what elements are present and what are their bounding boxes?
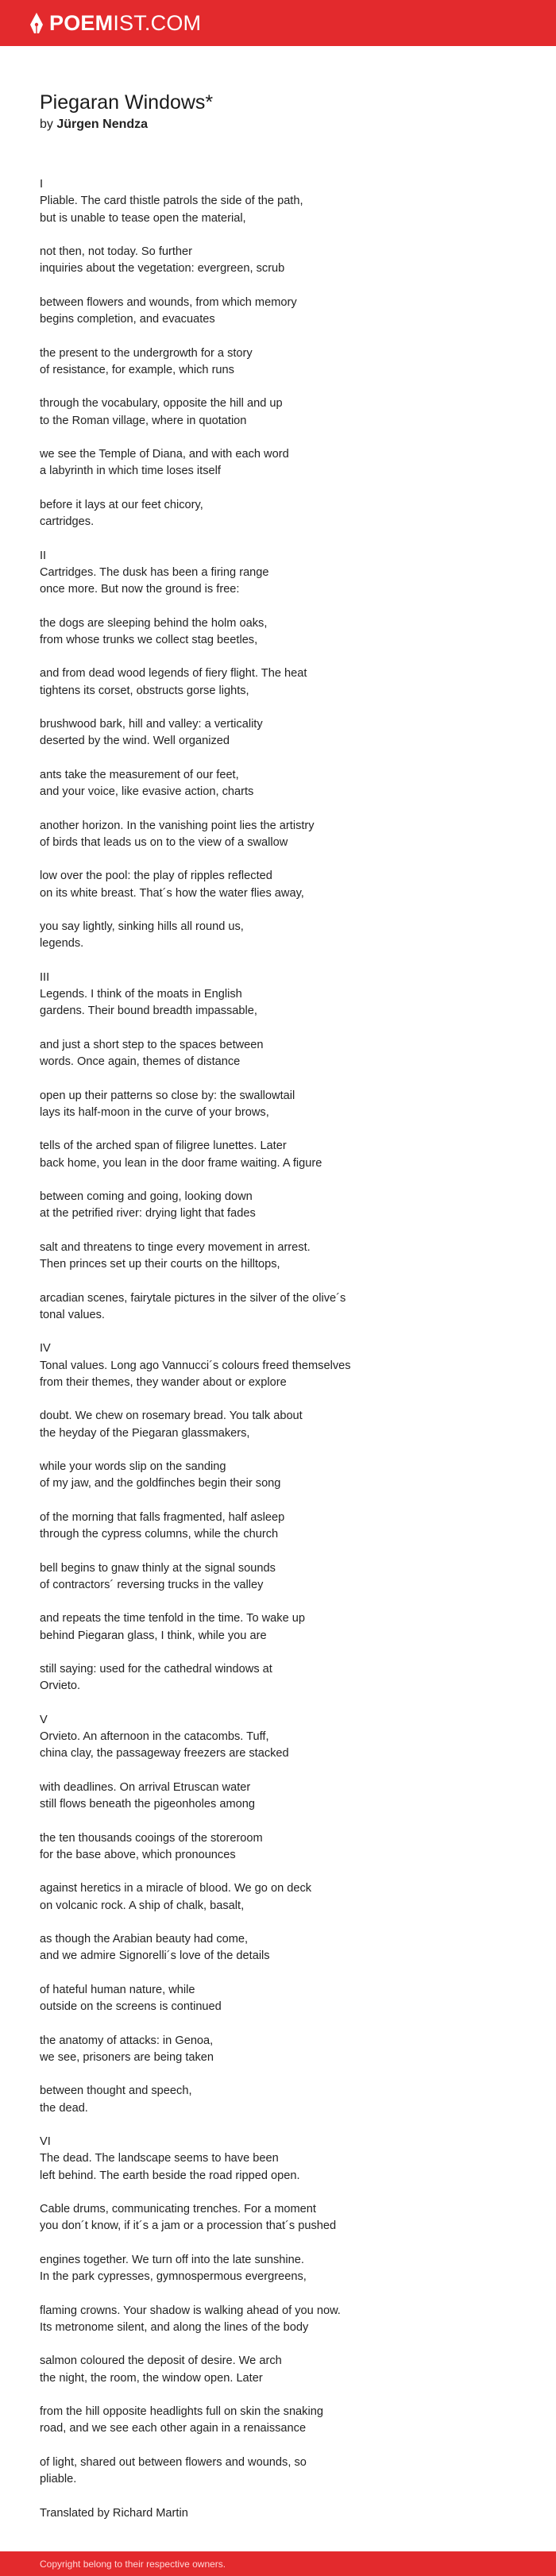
stanza-spacer [40,1273,516,1290]
poem-line: inquiries about the vegetation: evergreen, scrub [40,262,285,276]
stanza [40,2353,516,2387]
poem-line: the ten thousands cooings of the storeroom [40,1831,263,1845]
poem-line: tonal values. [40,1308,105,1321]
stanza-spacer [40,2066,516,2083]
poem-line: low over the pool: the play of ripples reflected [40,870,272,883]
poem-line: between thought and speech, [40,2084,192,2098]
poem-line: between flowers and wounds, from which memory [40,295,297,309]
stanza [40,868,516,902]
stanza [40,176,516,227]
stanza-spacer [40,851,516,868]
pen-nib-icon [29,12,44,34]
poem-line: before it lays at our feet chicory, [40,498,203,511]
poem-line: while your words slip on the sanding [40,1460,226,1473]
stanza-spacer [40,1543,516,1560]
poem-line: Orvieto. [40,1679,81,1693]
stanza-spacer [40,1695,516,1712]
poem-line: china clay, the passageway freezers are stacked [40,1747,289,1760]
poem-line: and from dead wood legends of fiery flight. The heat [40,667,307,681]
poem-line: and we admire Signorelli´s love of the details [40,1949,270,1963]
poem-line: left behind. The earth beside the road ripped open. [40,2169,300,2182]
poem-line: you don´t know, if it´s a jam or a procession that´s pushed [40,2219,337,2233]
poem-line: back home, you lean in the door frame waiting. A figure [40,1156,322,1170]
site-header [0,0,556,46]
stanza-spacer [40,2285,516,2302]
stanza [40,1880,516,1915]
poem-line: Cartridges. The dusk has been a firing range [40,565,269,579]
stanza [40,2505,516,2522]
poem-line: road, and we see each other again in a renaissance [40,2422,307,2435]
stanza-spacer [40,2387,516,2404]
stanza [40,345,516,380]
poem-line: from whose trunks we collect stag beetles, [40,633,258,646]
poem-line: of birds that leads us on to the view of a swallow [40,835,288,849]
stanza-spacer [40,1813,516,1830]
poem-line: the present to the undergrowth for a story [40,346,253,360]
stanza-spacer [40,1763,516,1780]
poem-line: of light, shared out between flowers and wounds, so [40,2455,307,2469]
logo-bold-part: POEM [49,10,114,35]
stanza-spacer [40,328,516,345]
stanza-spacer [40,2117,516,2134]
stanza-spacer [40,1493,516,1510]
poem-line: In the park cypresses, gymnospermous evergreens, [40,2270,307,2283]
poem-line: tightens its corset, obstructs gorse lights, [40,684,249,697]
stanza [40,665,516,700]
poem-line: another horizon. In the vanishing point lies the artistry [40,819,315,832]
stanza [40,244,516,278]
poem-line: the anatomy of attacks: in Genoa, [40,2034,214,2047]
poem-line: of hateful human nature, while [40,1983,195,1996]
poem-line: but is unable to tease open the material, [40,211,246,225]
poem-line: The dead. The landscape seems to have been [40,2152,279,2165]
stanza-spacer [40,1020,516,1037]
stanza-spacer [40,902,516,919]
stanza [40,767,516,801]
copyright-text: Copyright belong to their respective owners. [40,2558,226,2570]
stanza [40,1408,516,1442]
poem-byline [40,117,148,133]
stanza [40,1661,516,1695]
stanza-spacer [40,1594,516,1610]
poem-line: from their themes, they wander about or explore [40,1375,287,1389]
stanza [40,295,516,329]
poem-line: ants take the measurement of our feet, [40,768,239,781]
stanza [40,2404,516,2438]
stanza-spacer [40,2185,516,2201]
poem-line: Orvieto. An afternoon in the catacombs. Tuff, [40,1730,269,1743]
poem-line: Legends. I think of the moats in English [40,988,242,1001]
stanza-spacer [40,1391,516,1408]
poem-line: behind Piegaran glass, I think, while you are [40,1629,267,1642]
poem-line: of my jaw, and the goldfinches begin their song [40,1477,281,1490]
poem-line: the dogs are sleeping behind the holm oaks, [40,616,268,630]
poem-line: and just a short step to the spaces between [40,1038,264,1051]
site-logo[interactable] [29,12,201,34]
stanza [40,818,516,852]
stanza [40,2134,516,2185]
stanza [40,548,516,599]
stanza-spacer [40,1324,516,1340]
poem-body [40,176,516,2522]
poem-line: still flows beneath the pigeonholes among [40,1798,255,1811]
poem-line: Tonal values. Long ago Vannucci´s colours freed themselves [40,1359,351,1372]
poem-line: Pliable. The card thistle patrols the side of the path, [40,195,303,208]
stanza [40,497,516,531]
poem-line: tells of the arched span of filigree lunettes. Later [40,1140,287,1153]
stanza [40,2455,516,2489]
stanza [40,1240,516,1274]
poem-line: with deadlines. On arrival Etruscan water [40,1780,251,1794]
stanza-spacer [40,1864,516,1880]
poem-line: on its white breast. That´s how the water flies away, [40,886,304,900]
poem-line: outside on the screens is continued [40,2000,222,2013]
poem-line: gardens. Their bound breadth impassable, [40,1005,257,1018]
poem-line: Cable drums, communicating trenches. For a moment [40,2203,316,2215]
stanza [40,615,516,650]
stanza-spacer [40,1121,516,1138]
stanza [40,1290,516,1325]
poem-line: the night, the room, the window open. Later [40,2371,263,2385]
stanza-spacer [40,480,516,497]
poem-line: Translated by Richard Martin [40,2506,188,2520]
poem-line: words. Once again, themes of distance [40,1055,241,1068]
stanza [40,1189,516,1223]
stanza [40,1088,516,1122]
stanza [40,2201,516,2235]
poem-line: the dead. [40,2101,88,2115]
stanza [40,2252,516,2286]
poem-line: through the cypress columns, while the church [40,1528,279,1541]
stanza-spacer [40,1223,516,1240]
stanza [40,1037,516,1071]
stanza [40,1138,516,1172]
poem-line: of resistance, for example, which runs [40,363,234,376]
stanza [40,2303,516,2337]
poem-line: open up their patterns so close by: the swallowtail [40,1089,295,1102]
stanza-spacer [40,430,516,446]
stanza [40,1830,516,1865]
stanza-spacer [40,750,516,767]
stanza-spacer [40,2438,516,2455]
poem-line: of contractors´ reversing trucks in the valley [40,1578,264,1591]
stanza [40,919,516,953]
stanza-spacer [40,2235,516,2252]
stanza [40,1610,516,1645]
stanza [40,1560,516,1595]
poem-line: doubt. We chew on rosemary bread. You talk about [40,1409,303,1423]
stanza-spacer [40,1965,516,1982]
poem-line: between coming and going, looking down [40,1190,253,1203]
stanza-spacer [40,278,516,295]
poem-line: we see, prisoners are being taken [40,2050,214,2064]
author-link[interactable]: Jürgen Nendza [56,118,149,131]
stanza [40,2033,516,2067]
logo-rest-part: IST.COM [113,10,202,35]
stanza [40,1459,516,1493]
stanza [40,1712,516,1763]
stanza [40,1510,516,1544]
poem-line: once more. But now the ground is free: [40,583,240,596]
poem-line: we see the Temple of Diana, and with each word [40,448,289,461]
poem-line: pliable. [40,2473,77,2485]
poem-line: deserted by the wind. Well organized [40,735,230,748]
stanza [40,1982,516,2016]
poem-line: III [40,970,50,984]
poem-line: arcadian scenes, fairytale pictures in the silver of the olive´s [40,1291,346,1305]
poem-line: IV [40,1342,51,1355]
poem-line: flaming crowns. Your shadow is walking ahead of you now. [40,2304,341,2317]
poem-line: salmon coloured the deposit of desire. We arch [40,2354,282,2368]
stanza-spacer [40,227,516,244]
poem-title: Piegaran Windows* [40,91,214,114]
poem-line: engines together. We turn off into the late sunshine. [40,2253,304,2266]
stanza-spacer [40,379,516,395]
poem-line: I [40,178,44,191]
stanza [40,1780,516,1814]
poem-line: the heyday of the Piegaran glassmakers, [40,1426,250,1440]
poem-line: II [40,549,47,562]
poem-line: V [40,1713,48,1726]
stanza-spacer [40,598,516,615]
stanza-spacer [40,2015,516,2032]
stanza [40,1340,516,1391]
stanza-spacer [40,953,516,970]
logo-wordmark [49,10,202,35]
poem-line: and repeats the time tenfold in the time. To wake up [40,1612,305,1625]
poem-line: cartridges. [40,515,95,528]
poem-line: brushwood bark, hill and valley: a verticality [40,718,263,731]
poem-line: bell begins to gnaw thinly at the signal sounds [40,1561,276,1575]
poem-line: on volcanic rock. A ship of chalk, basalt, [40,1899,245,1912]
stanza-spacer [40,1442,516,1459]
site-footer [0,2551,556,2576]
stanza [40,2083,516,2117]
stanza-spacer [40,2488,516,2505]
stanza-spacer [40,530,516,547]
poem-line: through the vocabulary, opposite the hill and up [40,397,283,411]
byline-prefix: by [40,118,53,131]
poem-line: not then, not today. So further [40,245,193,258]
poem-line: begins completion, and evacuates [40,313,215,326]
poem-line: and your voice, like evasive action, charts [40,785,254,798]
stanza-spacer [40,649,516,665]
poem-line: Its metronome silent, and along the lines of the body [40,2320,309,2334]
stanza-spacer [40,800,516,817]
poem-line: still saying: used for the cathedral windows at [40,1663,272,1676]
poem-line: a labyrinth in which time loses itself [40,465,221,478]
poem-line: you say lightly, sinking hills all round us, [40,920,244,933]
poem-line: legends. [40,937,84,951]
poem-line: as though the Arabian beauty had come, [40,1933,249,1945]
poem-line: to the Roman village, where in quotation [40,414,247,427]
stanza-spacer [40,2336,516,2353]
poem-line: of the morning that falls fragmented, half asleep [40,1510,285,1524]
stanza-spacer [40,1645,516,1661]
stanza [40,395,516,430]
stanza [40,970,516,1020]
poem-line: from the hill opposite headlights full on skin the snaking [40,2405,323,2418]
stanza-spacer [40,1070,516,1087]
poem-line: Then princes set up their courts on the hilltops, [40,1258,280,1271]
poem-line: lays its half-moon in the curve of your brows, [40,1105,269,1119]
stanza [40,446,516,480]
poem-line: for the base above, which pronounces [40,1848,236,1861]
poem-line: at the petrified river: drying light that fades [40,1207,256,1221]
stanza [40,716,516,750]
poem-line: against heretics in a miracle of blood. We go on deck [40,1882,312,1895]
stanza-spacer [40,1915,516,1931]
stanza [40,1931,516,1965]
poem-line: VI [40,2135,51,2148]
stanza-spacer [40,700,516,716]
poem-line: salt and threatens to tinge every movement in arrest. [40,1240,311,1254]
stanza-spacer [40,1172,516,1189]
